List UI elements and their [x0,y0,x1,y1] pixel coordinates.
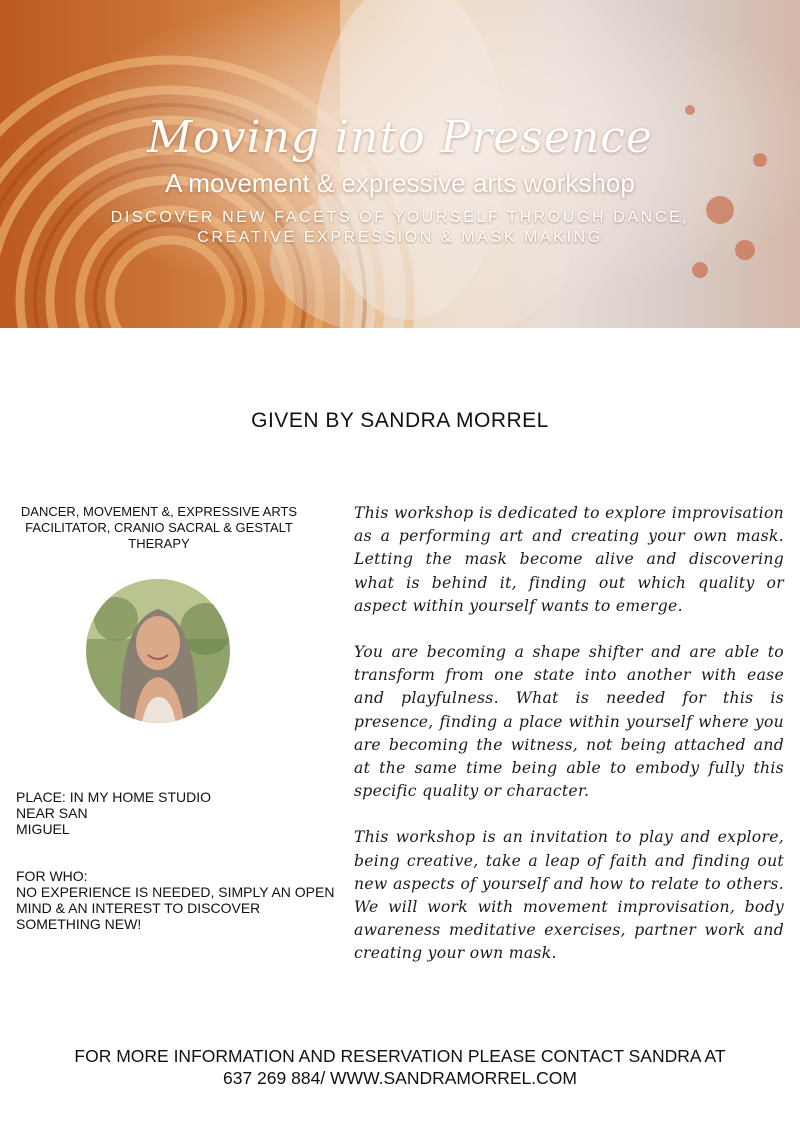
contact-footer [0,1045,800,1089]
location-line-3: MIGUEL [16,821,70,837]
workshop-description [354,502,784,989]
location-line-2: NEAR SAN [16,805,88,821]
facilitator-heading: GIVEN BY SANDRA MORREL [251,409,549,432]
contact-line-2: 637 269 884/ WWW.SANDRAMORREL.COM [223,1068,577,1088]
facilitator-bio: DANCER, MOVEMENT &, EXPRESSIVE ARTS FACILITATOR, CRANIO SACRAL & GESTALT THERAPY [20,504,298,551]
workshop-subtitle: A movement & expressive arts workshop [165,168,635,198]
workshop-tagline: DISCOVER NEW FACETS OF YOURSELF THROUGH DANCE, CREATIVE EXPRESSION & MASK MAKING [110,209,690,246]
description-paragraph-3: This workshop is an invitation to play and explore, being creative, take a leap of faith and finding out new aspects of yourself and how to relate to others. We will work with movement improvisation, body awareness meditative exercises, partner work and creating your own mask. [354,828,784,963]
location-line-1: PLACE: IN MY HOME STUDIO [16,789,211,805]
audience-label: FOR WHO: [16,868,88,884]
description-paragraph-2: You are becoming a shape shifter and are able to transform from one state into another with ease and playfulness. What is needed for this is presence, finding a place within yourself where you are becoming the witness, not being attached and at the same time being able to embody fully this specific quality or character. [354,643,784,801]
description-paragraph-1: This workshop is dedicated to explore improvisation as a performing art and creating your own mask. Letting the mask become alive and discovering what is behind it, finding out which quality or aspect within yourself wants to emerge. [354,504,784,615]
location-info [16,789,306,837]
workshop-title: Moving into Presence [147,112,653,163]
contact-line-1: FOR MORE INFORMATION AND RESERVATION PLEASE CONTACT SANDRA AT [74,1046,726,1066]
audience-info [16,868,336,932]
labyrinth-background-image [0,0,800,328]
audience-text: NO EXPERIENCE IS NEEDED, SIMPLY AN OPEN MIND & AN INTEREST TO DISCOVER SOMETHING NEW! [16,884,335,932]
hero-banner [0,0,800,328]
facilitator-photo [86,579,230,723]
